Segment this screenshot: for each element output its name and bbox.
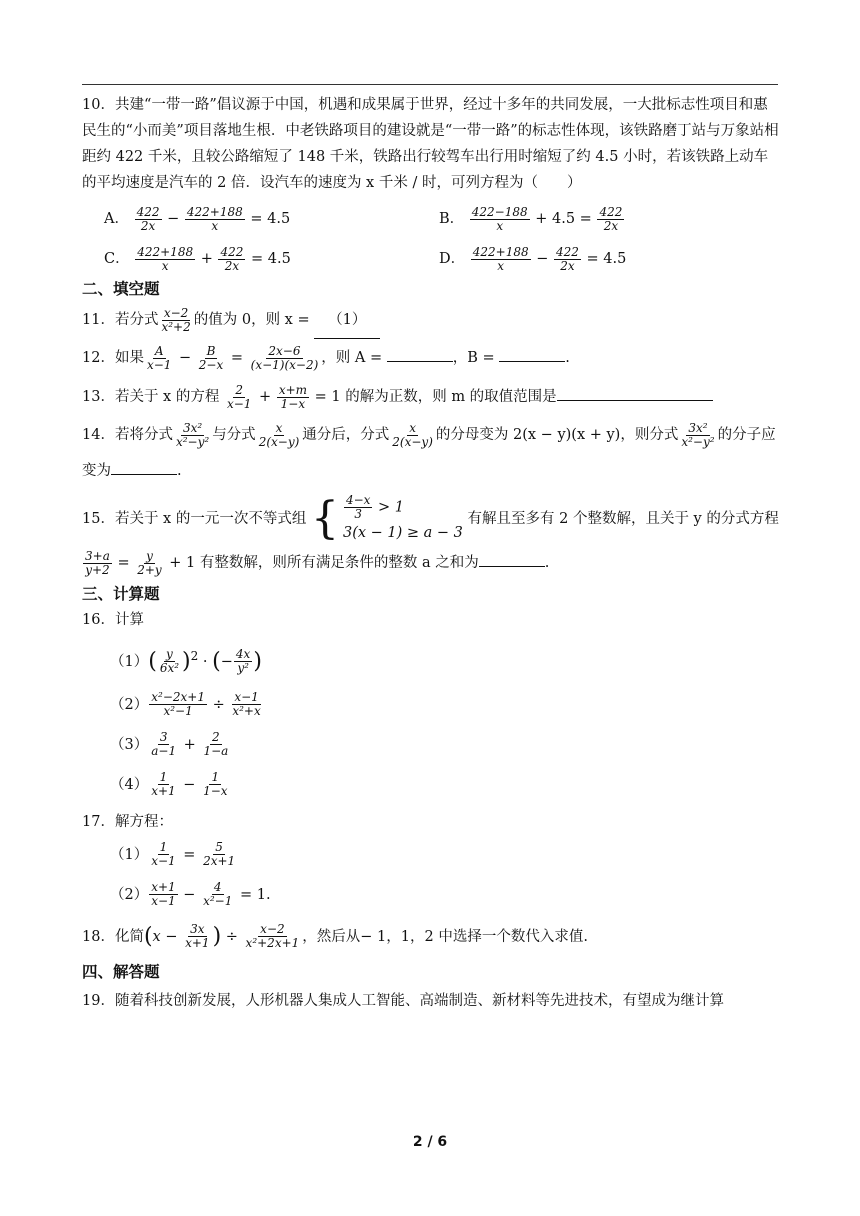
answer-blank[interactable] xyxy=(557,400,713,401)
question-11: 11．若分式 $\frac{x-2}{\text{x²+2}}$ 的值为 0，则 x = （1） xyxy=(82,302,782,339)
option-c: C． $\frac{422+188}{x}$ + $\frac{422}{2x}$ = 4.5 xyxy=(104,244,291,273)
inequality-system: { $\frac{4-x}{3}$ > 1 3(x − 1) ≥ a − 3 xyxy=(310,492,463,544)
question-19-text: 19．随着科技创新发展，人形机器人集成人工智能、高端制造、新材料等先进技术，有望成为继计算 xyxy=(82,992,724,1009)
question-10-text: 10．共建“一带一路”倡议源于中国，机遇和成果属于世界，经过十多年的共同发展，一大批标志性项目和惠民生的“小而美”项目落地生根．中老铁路项目的建设就是“一带一路”的标志性体现，该铁路磨丁站与万象站相距约 422 千米，且较公路缩短了 148 千米，铁路出行较驾车出行用时缩短了约 4.5 小时，若该铁路上动车的平均速度是汽车的 2 倍．设汽车的速度为 x 千米 / 时，可列方程为（ ） xyxy=(82,97,779,191)
q16-item-1: （1）( $\frac{y}{\text{6x²}}$ )$^2$ · (− $\frac{4x}{\text{y²}}$ ) xyxy=(110,647,262,676)
question-17-title: 17．解方程： xyxy=(82,813,173,830)
option-b: B． $\frac{422-188}{x}$ + 4.5 = $\frac{422}{2x}$ xyxy=(439,204,623,233)
q16-item-2: （2） $\frac{\text{x²−2x+1}}{\text{x²−1}}$ ÷ $\frac{x-1}{\text{x²+x}}$ xyxy=(110,690,261,719)
answer-blank-b[interactable] xyxy=(499,361,565,362)
section-fill-in-heading: 二、填空题 xyxy=(82,280,160,298)
section-calc-heading: 三、计算题 xyxy=(82,585,160,603)
answer-blank[interactable] xyxy=(111,474,177,475)
q16-item-4: （4） $\frac{1}{x+1}$ − $\frac{1}{1-x}$ xyxy=(110,770,228,799)
q16-item-3: （3） $\frac{3}{a-1}$ + $\frac{2}{1-a}$ xyxy=(110,730,229,759)
question-18: 18．化简(x − $\frac{3x}{x+1}$ ) ÷ $\frac{x-2}{\text{x²+2x+1}}$ ，然后从− 1，1，2 中选择一个数代入求值. xyxy=(82,922,588,951)
page-number: 2 / 6 xyxy=(412,1134,448,1150)
question-14: 14．若将分式 $\frac{\text{3x²}}{\text{x²−y²}}$ 与分式 $\frac{x}{2(x-y)}$ 通分后，分式 $\frac{x}{2(x-y)}$ 的分母变为 2(x − y)(x + y)，则分式 $\frac{\text{3x²}}{\text{x²−y²}}$ 的分子应变为 . xyxy=(82,420,776,479)
header-rule xyxy=(82,84,778,85)
question-12: 12．如果 $\frac{A}{x-1}$ − $\frac{B}{2-x}$ = $\frac{2x-6}{(x-1)(x-2)}$ ，则 A = ，B = . xyxy=(82,343,570,372)
document-page xyxy=(82,92,782,1017)
question-15: 15．若关于 x 的一元一次不等式组 { $\frac{4-x}{3}$ > 1 3(x − 1) ≥ a − 3 有解且至多有 2 个整数解，且关于 y 的分式方程 xyxy=(82,492,779,544)
section-answer-heading: 四、解答题 xyxy=(82,962,160,981)
question-13: 13．若关于 x 的方程 $\frac{2}{x-1}$ + $\frac{x+m}{1-x}$ = 1 的解为正数，则 m 的取值范围是 xyxy=(82,377,782,417)
option-d: D． $\frac{422+188}{x}$ − $\frac{422}{2x}$ = 4.5 xyxy=(439,244,627,273)
question-16-title: 16．计算 xyxy=(82,612,144,628)
option-a: A． $\frac{422}{2x}$ − $\frac{422+188}{x}$ = 4.5 xyxy=(104,204,291,233)
q17-item-1: （1） $\frac{1}{x-1}$ = $\frac{5}{2x+1}$ xyxy=(110,840,236,869)
answer-blank[interactable]: （1） xyxy=(314,302,380,339)
question-15-continued: $\frac{3+a}{y+2}$ = $\frac{y}{2+y}$ + 1 有整数解，则所有满足条件的整数 a 之和为 . xyxy=(85,548,550,577)
answer-blank[interactable] xyxy=(479,566,545,567)
q17-item-2: （2） $\frac{x+1}{x-1}$ − $\frac{4}{\text{x²−1}}$ = 1. xyxy=(110,880,271,909)
question-10-options xyxy=(104,202,782,276)
answer-blank-a[interactable] xyxy=(387,361,453,362)
